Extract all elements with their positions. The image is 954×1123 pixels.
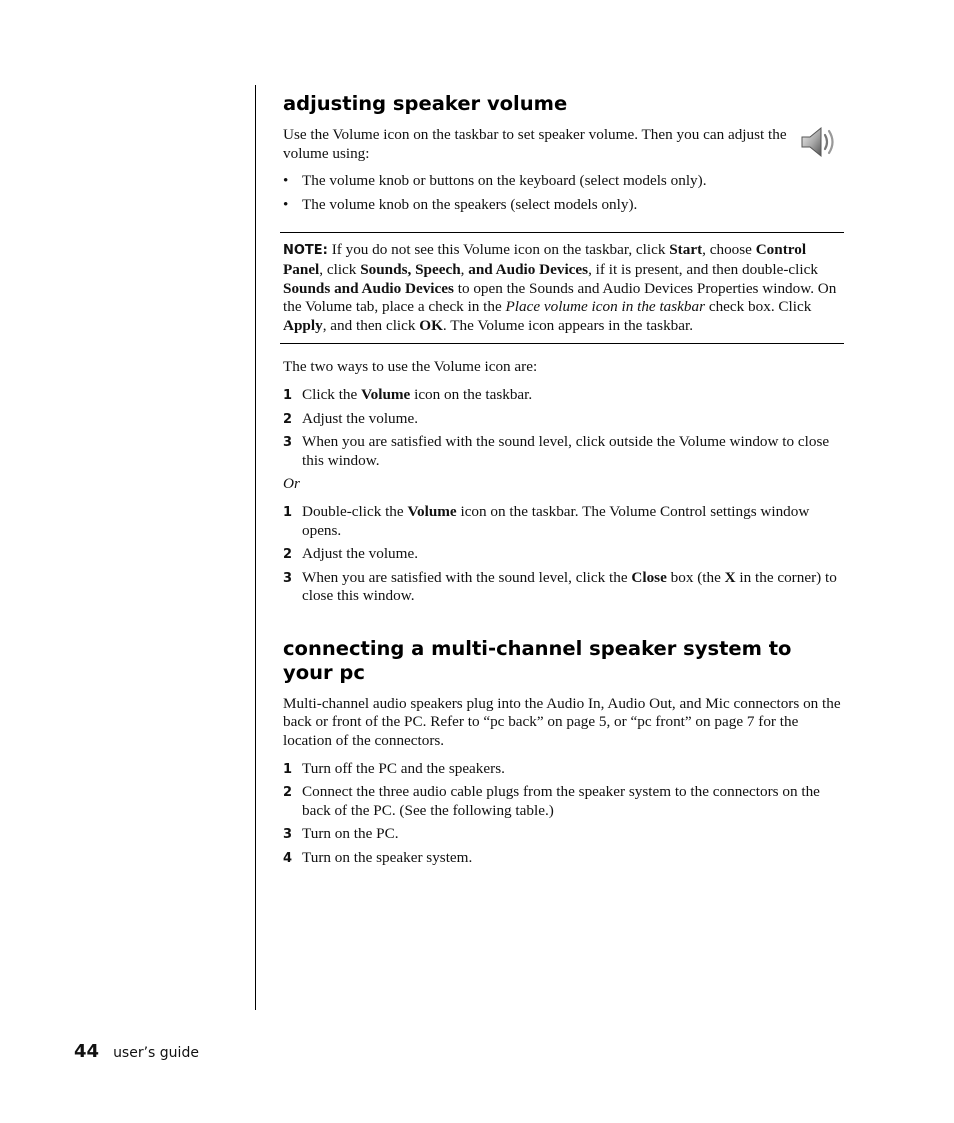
- step-number: 1: [283, 761, 293, 777]
- note-bold-ok: OK: [419, 316, 443, 334]
- step-text: Turn off the PC and the speakers.: [302, 759, 505, 777]
- note-text-part: to open the Sounds and Audio Devices Properties window. On the Volume tab, place a check in the: [283, 279, 837, 316]
- step-item: [283, 386, 844, 405]
- step-number: 1: [283, 504, 293, 520]
- step-text: Double-click the: [302, 502, 408, 520]
- multichannel-intro: Multi-channel audio speakers plug into the Audio In, Audio Out, and Mic connectors on the back or front of the PC. Refer to “pc back” on page 5, or “pc front” on page 7 for the location of the connectors.: [283, 694, 841, 750]
- note-box: [280, 232, 844, 344]
- step-text: Adjust the volume.: [302, 545, 419, 563]
- step-number: 2: [283, 785, 293, 801]
- step-number: 3: [283, 827, 293, 843]
- note-text-part: , choose: [702, 241, 756, 259]
- step-text: Adjust the volume.: [302, 409, 419, 427]
- note-bold-start: Start: [669, 241, 703, 259]
- step-number: 3: [283, 435, 293, 451]
- step-text: icon on the taskbar.: [410, 385, 533, 403]
- note-text-part: , if it is present, and then double-click: [588, 260, 818, 278]
- step-item: [283, 433, 844, 470]
- step-item: [283, 849, 844, 868]
- step-text: When you are satisfied with the sound level, click the: [302, 568, 632, 586]
- section-title-multichannel: [283, 637, 844, 685]
- volume-methods-list: [283, 172, 844, 214]
- list-item: • The volume knob on the speakers (select models only).: [283, 196, 844, 215]
- step-text: icon on the taskbar. The Volume Control settings window opens.: [302, 502, 810, 539]
- page-number: 44: [74, 1041, 100, 1062]
- step-text: When you are satisfied with the sound level, click outside the Volume window to close this window.: [302, 433, 830, 469]
- step-number: 2: [283, 547, 293, 563]
- note-bold-sounds-speech: Sounds, Speech: [360, 260, 461, 278]
- step-item: [283, 825, 844, 844]
- step-text: Turn on the PC.: [302, 825, 399, 843]
- volume-intro-block: [283, 126, 844, 163]
- note-italic-checkbox-name: Place volume icon in the taskbar: [505, 298, 706, 316]
- note-text-part: ,: [460, 260, 469, 278]
- footer-title: user’s guide: [113, 1045, 199, 1061]
- step-number: 3: [283, 570, 293, 586]
- step-bold: Close: [631, 568, 667, 586]
- step-item: [283, 545, 844, 564]
- note-label: NOTE:: [283, 243, 328, 259]
- steps-list-2: [283, 503, 844, 606]
- step-text: Turn on the speaker system.: [302, 849, 473, 867]
- note-bold-control-panel: Control Panel: [283, 241, 807, 278]
- steps-list-1: [283, 386, 844, 470]
- note-bold-audio-devices: and Audio Devices: [468, 260, 589, 278]
- section-title-line: your pc: [283, 660, 365, 684]
- step-item: [283, 760, 844, 779]
- step-text: Click the: [302, 385, 362, 403]
- note-text-part: If you do not see this Volume icon on the taskbar, click: [327, 241, 670, 259]
- step-number: 2: [283, 411, 293, 427]
- margin-rule: [255, 85, 256, 1010]
- speaker-volume-icon: [798, 124, 838, 162]
- step-bold: X: [724, 568, 736, 586]
- ways-intro: The two ways to use the Volume icon are:: [283, 358, 538, 376]
- section-title-adjusting-volume: adjusting speaker volume: [283, 92, 568, 115]
- or-separator: Or: [283, 475, 300, 493]
- step-number: 4: [283, 851, 293, 867]
- step-item: [283, 503, 844, 540]
- step-item: [283, 410, 844, 429]
- note-text-part: check box. Click: [705, 298, 812, 316]
- note-text: [283, 241, 844, 335]
- step-text: Connect the three audio cable plugs from the speaker system to the connectors on the back of the PC. (See the following table.): [302, 783, 820, 819]
- step-text: in the corner) to close this window.: [302, 568, 837, 605]
- note-bold-apply: Apply: [283, 316, 323, 334]
- page-content: [283, 92, 844, 868]
- steps-list-3: [283, 760, 844, 868]
- step-number: 1: [283, 387, 293, 403]
- page-footer: [74, 1043, 199, 1063]
- step-item: [283, 569, 844, 606]
- list-item: • The volume knob or buttons on the keyboard (select models only).: [283, 172, 844, 191]
- step-bold: Volume: [361, 385, 411, 403]
- note-text-part: . The Volume icon appears in the taskbar.: [442, 316, 694, 334]
- note-text-part: , and then click: [322, 316, 420, 334]
- note-text-part: , click: [319, 260, 361, 278]
- step-bold: Volume: [407, 502, 457, 520]
- volume-intro: Use the Volume icon on the taskbar to set speaker volume. Then you can adjust the volume using:: [283, 126, 787, 162]
- step-text: box (the: [666, 568, 725, 586]
- step-item: [283, 783, 844, 820]
- note-bold-sounds-and-audio-devices: Sounds and Audio Devices: [283, 279, 454, 297]
- section-title-line: connecting a multi-channel speaker system to: [283, 636, 792, 660]
